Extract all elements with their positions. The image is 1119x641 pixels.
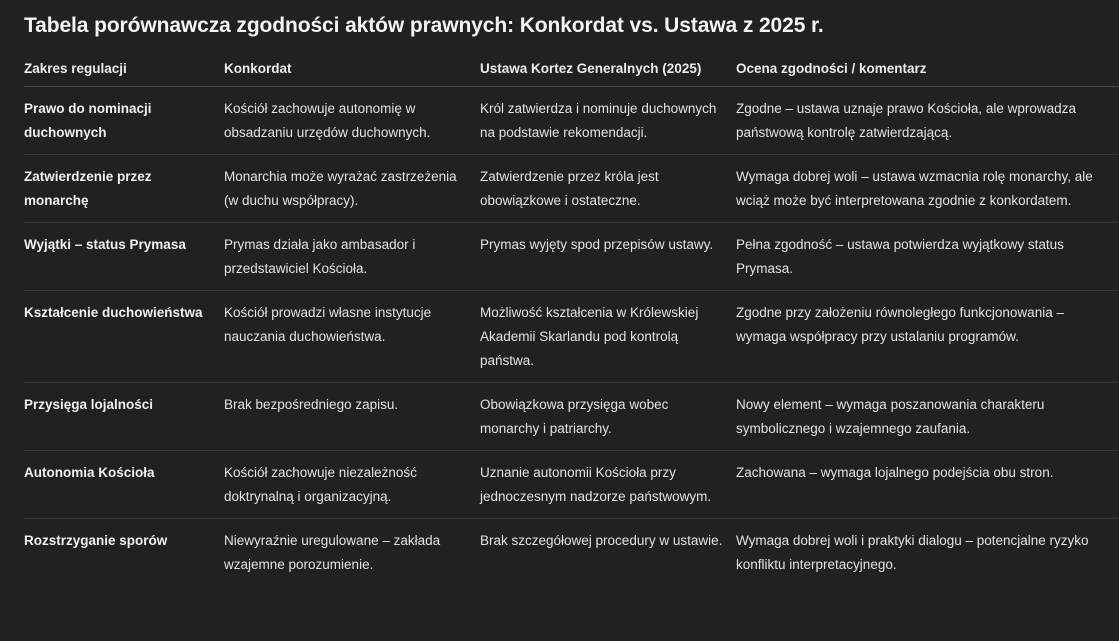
cell-ocena: Nowy element – wymaga poszanowania charakteru symbolicznego i wzajemnego zaufania. <box>736 383 1119 451</box>
cell-ocena: Wymaga dobrej woli – ustawa wzmacnia rolę monarchy, ale wciąż może być interpretowana zgodnie z konkordatem. <box>736 155 1119 223</box>
column-header-zakres: Zakres regulacji <box>24 54 224 87</box>
table-row <box>24 519 1119 587</box>
cell-ustawa: Obowiązkowa przysięga wobec monarchy i patriarchy. <box>480 383 736 451</box>
cell-ustawa: Król zatwierdza i nominuje duchownych na podstawie rekomendacji. <box>480 87 736 155</box>
cell-konkordat: Kościół prowadzi własne instytucje nauczania duchowieństwa. <box>224 291 480 383</box>
cell-konkordat: Kościół zachowuje autonomię w obsadzaniu urzędów duchownych. <box>224 87 480 155</box>
cell-konkordat: Monarchia może wyrażać zastrzeżenia (w duchu współpracy). <box>224 155 480 223</box>
cell-ustawa: Prymas wyjęty spod przepisów ustawy. <box>480 223 736 291</box>
column-header-ustawa: Ustawa Kortez Generalnych (2025) <box>480 54 736 87</box>
table-row <box>24 291 1119 383</box>
cell-konkordat: Kościół zachowuje niezależność doktrynalną i organizacyjną. <box>224 451 480 519</box>
cell-konkordat: Brak bezpośredniego zapisu. <box>224 383 480 451</box>
cell-ustawa: Możliwość kształcenia w Królewskiej Akademii Skarlandu pod kontrolą państwa. <box>480 291 736 383</box>
table-row <box>24 155 1119 223</box>
cell-ustawa: Zatwierdzenie przez króla jest obowiązkowe i ostateczne. <box>480 155 736 223</box>
cell-ustawa: Uznanie autonomii Kościoła przy jednoczesnym nadzorze państwowym. <box>480 451 736 519</box>
table-row <box>24 223 1119 291</box>
cell-konkordat: Niewyraźnie uregulowane – zakłada wzajemne porozumienie. <box>224 533 441 572</box>
cell-area: Autonomia Kościoła <box>24 451 224 519</box>
cell-ocena: Pełna zgodność – ustawa potwierdza wyjątkowy status Prymasa. <box>736 223 1119 291</box>
cell-area: Prawo do nominacji duchownych <box>24 87 224 155</box>
page-title: Tabela porównawcza zgodności aktów prawnych: Konkordat vs. Ustawa z 2025 r. <box>24 14 824 37</box>
cell-ocena: Zgodne – ustawa uznaje prawo Kościoła, ale wprowadza państwową kontrolę zatwierdzającą. <box>736 87 1119 155</box>
cell-area: Zatwierdzenie przez monarchę <box>24 155 224 223</box>
cell-konkordat: Prymas działa jako ambasador i przedstawiciel Kościoła. <box>224 223 480 291</box>
table-header-row <box>24 54 1119 87</box>
cell-ocena: Wymaga dobrej woli i praktyki dialogu – potencjalne ryzyko konfliktu interpretacyjnego. <box>736 533 1089 572</box>
cell-area: Rozstrzyganie sporów <box>24 533 168 548</box>
cell-ocena: Zgodne przy założeniu równoległego funkcjonowania – wymaga współpracy przy ustalaniu programów. <box>736 291 1119 383</box>
cell-ocena: Zachowana – wymaga lojalnego podejścia obu stron. <box>736 451 1119 519</box>
cell-ustawa: Brak szczegółowej procedury w ustawie. <box>480 533 723 548</box>
table-row <box>24 87 1119 155</box>
column-header-ocena: Ocena zgodności / komentarz <box>736 54 1119 87</box>
comparison-table <box>24 54 1119 586</box>
cell-area: Przysięga lojalności <box>24 383 224 451</box>
table-row <box>24 383 1119 451</box>
column-header-konkordat: Konkordat <box>224 54 480 87</box>
table-row <box>24 451 1119 519</box>
cell-area: Kształcenie duchowieństwa <box>24 291 224 383</box>
cell-area: Wyjątki – status Prymasa <box>24 223 224 291</box>
